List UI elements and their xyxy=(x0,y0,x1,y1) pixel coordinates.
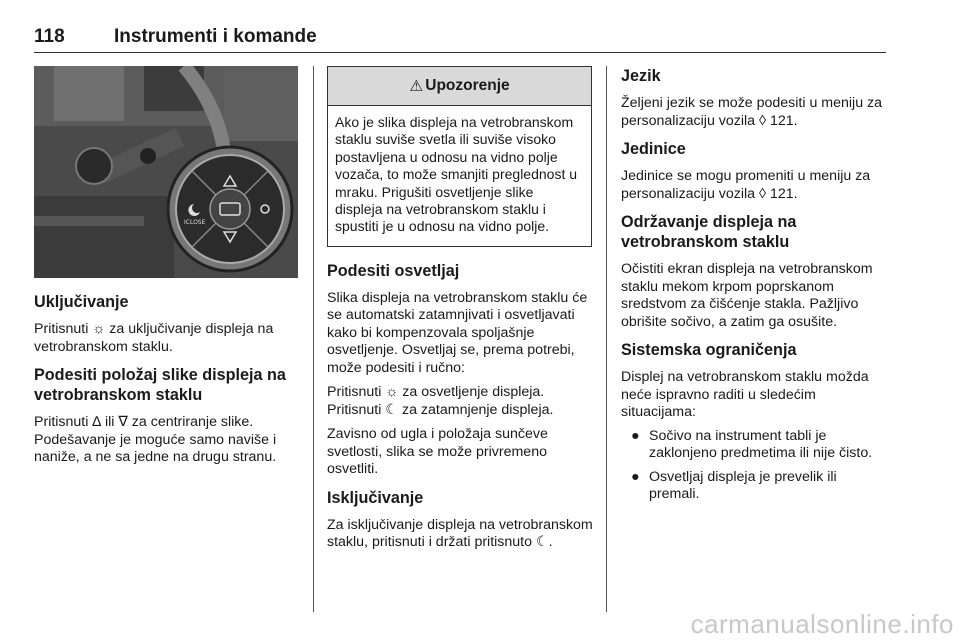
jezik-text: Željeni jezik se može podesiti u meniju za personalizaciju vozila ◊ 121. xyxy=(621,95,883,129)
section-title-jezik: Jezik xyxy=(621,67,661,85)
page-title: Instrumenti i komande xyxy=(114,26,317,47)
bullet-icon: ● xyxy=(631,468,640,485)
close-label: ICLOSE xyxy=(184,219,206,226)
ukljucivanje-text: Pritisnuti ☼ za uključivanje displeja na vetrobranskom staklu. xyxy=(34,321,274,355)
bullet-icon: ● xyxy=(631,427,640,444)
column-2 xyxy=(327,66,593,552)
polozaj-text: Pritisnuti ∆ ili ∇ za centriranje slike. Podešavanje je moguće samo naviše i naniže, a ne sa jedne na drugu stranu. xyxy=(34,414,277,465)
warning-title: Upozorenje xyxy=(425,77,510,94)
warning-header xyxy=(328,67,591,106)
jedinice-text: Jedinice se mogu promeniti u meniju za personalizaciju vozila ◊ 121. xyxy=(621,168,871,202)
page-number: 118 xyxy=(34,26,65,47)
section-title-polozaj: Podesiti položaj slike displeja na vetrobranskom staklu xyxy=(34,366,286,404)
iskljucivanje-text: Za isključivanje displeja na vetrobranskom staklu, pritisnuti i držati pritisnuto ☾. xyxy=(327,516,593,551)
list-item: ● Sočivo na instrument tabli je zaklonjeno predmetima ili nije čisto. xyxy=(631,427,873,461)
column-divider-2 xyxy=(606,66,607,612)
section-title-ukljucivanje: Uključivanje xyxy=(34,293,129,311)
osvetljaj-text-3: Zavisno od ugla i položaja sunčeve svetlosti, slika se može privremeno osvetliti. xyxy=(327,426,548,478)
list-item: ● Osvetljaj displeja je prevelik ili premali. xyxy=(631,468,837,502)
column-3 xyxy=(621,66,887,504)
hud-control-photo xyxy=(34,66,298,278)
warning-box xyxy=(327,66,592,247)
column-1 xyxy=(34,66,300,467)
section-title-iskljucivanje: Isključivanje xyxy=(327,488,424,507)
odrzavanje-text: Očistiti ekran displeja na vetrobranskom staklu mekom krpom poprskanom sredstvom za čišćenje stakla. Pažljivo obrišite sočivo, a zatim ga osušite. xyxy=(621,261,873,330)
dashboard-illustration xyxy=(34,66,298,278)
section-title-odrzavanje: Održavanje displeja na vetrobranskom staklu xyxy=(621,213,797,251)
watermark: carmanualsonline.info xyxy=(690,609,954,639)
section-title-ogranicenja: Sistemska ograničenja xyxy=(621,341,797,359)
page-header xyxy=(34,22,886,53)
warning-text: Ako je slika displeja na vetrobranskom staklu suviše svetla ili suviše visoko postavljena u odnosu na vidno polje vozača, to može smanjiti preglednost u mraku. Prigušiti osvetljenje slike displeja na vetrobranskom staklu i spustiti je u odnosu na vidno polje. xyxy=(335,114,578,235)
column-divider-1 xyxy=(313,66,314,612)
section-title-osvetljaj: Podesiti osvetljaj xyxy=(327,261,460,280)
section-title-jedinice: Jedinice xyxy=(621,140,686,158)
limitations-list xyxy=(621,428,887,504)
osvetljaj-text-1: Slika displeja na vetrobranskom staklu će se automatski zatamnjivati i osvetljavati kako bi kompenzovala spoljašnje osvetljenje. Osvetljaj se, prema potrebi, može podesiti i ručno: xyxy=(327,289,588,376)
ogranicenja-text: Displej na vetrobranskom staklu možda neće ispravno raditi u sledećim situacijama: xyxy=(621,369,869,420)
warning-icon: ⚠ xyxy=(409,77,424,95)
osvetljaj-text-2: Pritisnuti ☼ za osvetljenje displeja. Pritisnuti ☾ za zatamnjenje displeja. xyxy=(327,384,554,418)
